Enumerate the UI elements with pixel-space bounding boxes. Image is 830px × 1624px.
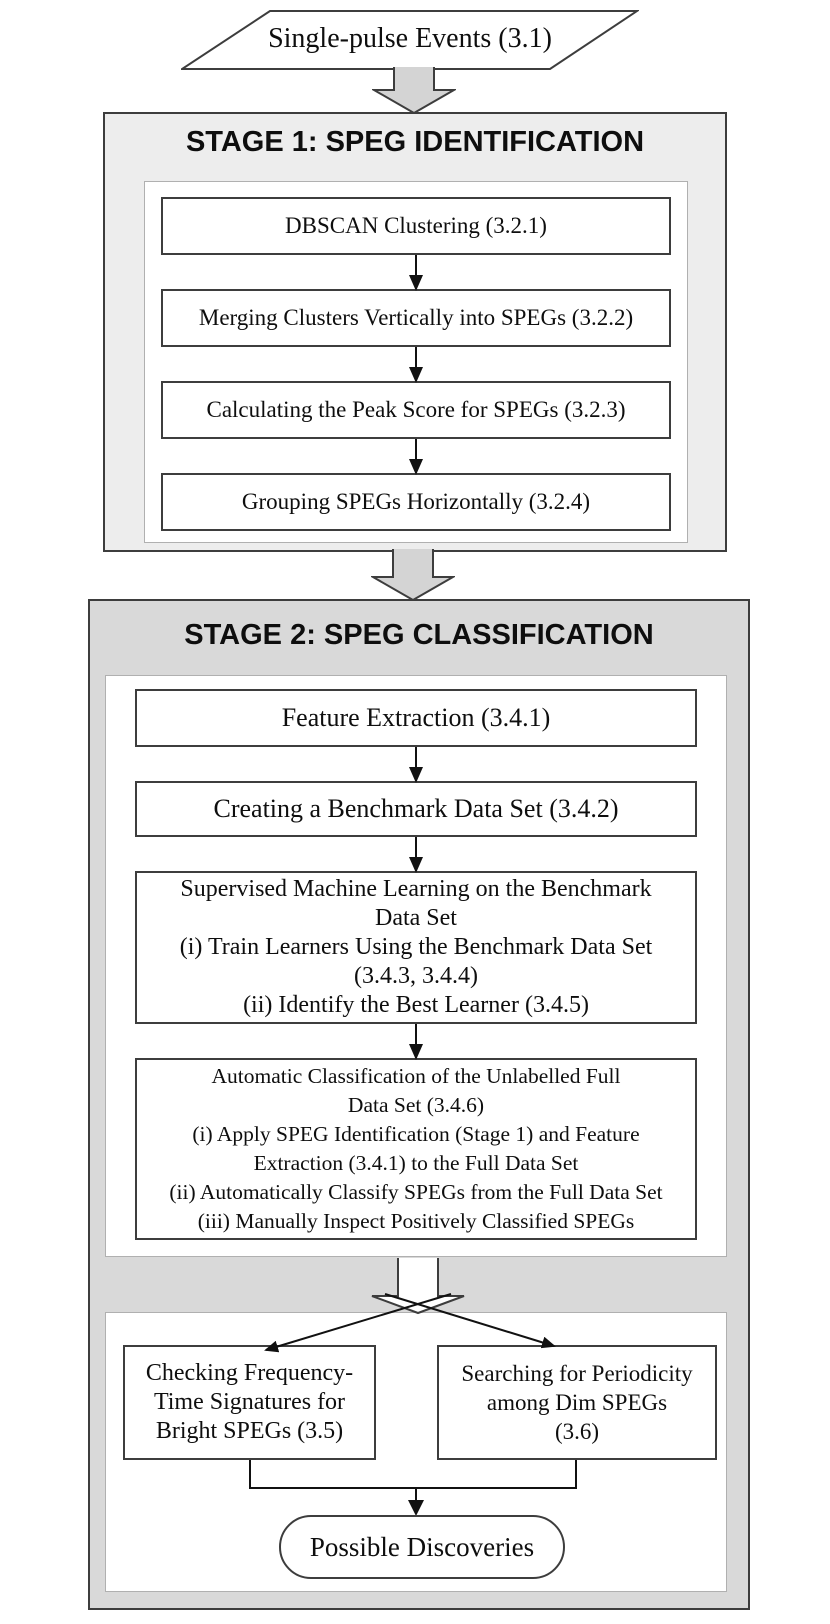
branch-line: Searching for Periodicity (461, 1361, 693, 1386)
branch-line: Time Signatures for (153, 1389, 346, 1415)
process-line: Extraction (3.4.1) to the Full Data Set (253, 1151, 579, 1175)
block-arrow-down-icon (372, 67, 456, 114)
process-grouping-spegs: Grouping SPEGs Horizontally (3.2.4) (161, 473, 671, 531)
branch-arrow-left-icon (266, 1294, 451, 1350)
process-feature-extraction: Feature Extraction (3.4.1) (135, 689, 697, 747)
flow-arrow-down-icon (415, 1024, 417, 1058)
flow-arrow-down-icon (415, 255, 417, 289)
process-line: (i) Train Learners Using the Benchmark Data Set (179, 934, 653, 960)
stage-2-panel (105, 675, 727, 1257)
terminal-possible-discoveries: Possible Discoveries (279, 1515, 565, 1579)
process-dbscan-clustering: DBSCAN Clustering (3.2.1) (161, 197, 671, 255)
process-supervised-learning (135, 871, 697, 1024)
process-benchmark-dataset: Creating a Benchmark Data Set (3.4.2) (135, 781, 697, 837)
branch-split-connector (90, 1256, 748, 1396)
io-single-pulse-events (181, 10, 639, 70)
process-line: Data Set (3.4.6) (347, 1093, 485, 1117)
flow-arrow-down-icon (415, 837, 417, 871)
process-line: (ii) Automatically Classify SPEGs from the Full Data Set (169, 1180, 663, 1204)
block-arrow-down-icon (371, 549, 455, 601)
process-line: Data Set (375, 905, 457, 931)
flow-arrow-down-icon (415, 347, 417, 381)
stage-1-title: STAGE 1: SPEG IDENTIFICATION (185, 126, 645, 158)
io-label: Single-pulse Events (3.1) (268, 23, 552, 54)
branch-line: among Dim SPEGs (486, 1390, 668, 1415)
process-peak-score: Calculating the Peak Score for SPEGs (3.2.3) (161, 381, 671, 439)
merge-line (250, 1460, 576, 1488)
branch-line: (3.6) (554, 1419, 600, 1444)
branch-arrow-right-icon (385, 1294, 554, 1346)
branch-line: Bright SPEGs (3.5) (155, 1418, 344, 1444)
process-line: (iii) Manually Inspect Positively Classified SPEGs (197, 1209, 635, 1233)
process-line: Supervised Machine Learning on the Benchmark (180, 876, 652, 902)
flow-arrow-down-icon (415, 439, 417, 473)
stage-1-panel (144, 181, 688, 543)
branch-line: Checking Frequency- (145, 1360, 354, 1386)
stage-2-title: STAGE 2: SPEG CLASSIFICATION (184, 619, 654, 651)
process-line: (i) Apply SPEG Identification (Stage 1) and Feature (192, 1122, 640, 1146)
process-automatic-classification (135, 1058, 697, 1240)
process-line: (ii) Identify the Best Learner (3.4.5) (243, 992, 589, 1018)
stage-2-speg-classification (88, 599, 750, 1610)
process-merging-clusters: Merging Clusters Vertically into SPEGs (3.2.2) (161, 289, 671, 347)
process-line: Automatic Classification of the Unlabelled Full (211, 1064, 621, 1088)
flow-arrow-down-icon (415, 747, 417, 781)
stage-1-speg-identification (103, 112, 727, 552)
process-line: (3.4.3, 3.4.4) (354, 963, 478, 989)
